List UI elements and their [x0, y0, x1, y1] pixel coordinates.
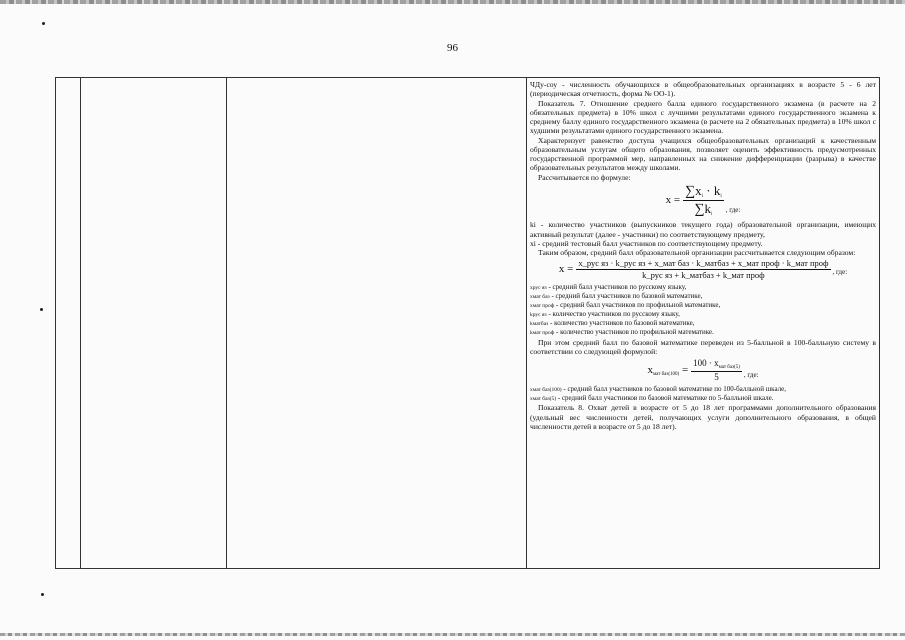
paragraph-p1: ЧДу-соу - численность обучающихся в общеобразовательных организациях в возрасте 5 - 6 лет (периодическая отчетность, форма № ОО-1).	[530, 80, 876, 99]
definition-k-mat-baz	[530, 319, 876, 328]
definition-text: - количество участников по русскому языку,	[546, 310, 680, 319]
definition-symbol: xмат проф	[530, 303, 555, 310]
formula-3-num-main: 100 · x	[693, 358, 719, 369]
definition-symbol: xрус яз	[530, 284, 547, 291]
definition-symbol: xмат баз	[530, 293, 550, 300]
table-cell-text	[527, 78, 880, 569]
definition-x-mat-baz-5	[530, 394, 876, 403]
formula-1-suffix: , где:	[725, 205, 741, 214]
definition-text: - средний балл участников по базовой математике по 100-балльной шкале,	[561, 385, 786, 394]
paragraph-indicator-7: Показатель 7. Отношение среднего балла единого государственного экзамена (в расчете на 2 обязательных предмета) в 10% школ с лучшими результатами единого государственного экзамена к среднему баллу единого государственного экзамена (в расчете на 2 обязательных предмета) в 10% школ с худшими результатами единого государственного экзамена.	[530, 98, 876, 136]
definition-symbol: kрус яз	[530, 312, 547, 319]
definition-symbol: kматбаз	[530, 321, 549, 328]
formula-2-denominator: k_рус яз + k_матбаз + k_мат проф	[642, 270, 765, 281]
table-cell-empty-1	[56, 78, 81, 569]
table-row	[56, 78, 880, 569]
formula-3-numerator	[691, 358, 742, 372]
formula-3-lhs-sub: мат баз(100)	[652, 371, 680, 377]
definition-x-mat-baz-100	[530, 385, 876, 394]
definition-text: - средний балл участников по базовой математике по 5-балльной шкале.	[556, 394, 774, 403]
definition-symbol: kмат проф	[530, 330, 555, 337]
formula-2-suffix: , где:	[832, 268, 848, 277]
formula-1-num-sub: i	[701, 193, 703, 199]
formula-3-lhs	[647, 364, 688, 378]
formula-1-den-sub: i	[710, 211, 713, 217]
definition-symbol: xмат баз(5)	[530, 396, 557, 403]
formula-1-num-x: x	[695, 182, 702, 198]
scan-edge-bottom	[0, 633, 905, 636]
paragraph-xi-definition: xi - средний тестовый балл участников по соответствующему предмету.	[530, 238, 763, 248]
paragraph-conversion-intro: При этом средний балл по базовой математике переведен из 5-балльной в 100-балльную систему в соответствии со следующей формулой:	[530, 337, 876, 356]
formula-1-lhs: x =	[665, 194, 681, 207]
formula-3-num-sub: мат баз(5)	[718, 365, 740, 371]
paragraph-ki-definition: ki - количество участников (выпускников текущего года) образовательной организации, имеющих активный результат (далее - участники) по соответствующему предмету,	[530, 220, 876, 239]
formula-3-suffix: , где:	[743, 370, 759, 379]
formula-1-numerator	[683, 184, 724, 201]
paragraph-indicator-8: Показатель 8. Охват детей в возрасте от 5 до 18 лет программами дополнительного образования (удельный вес численности детей, получающих услуги дополнительного образования, в общей численности детей в возрасте от 5 до 18 лет).	[530, 403, 876, 431]
formula-2	[530, 259, 876, 280]
formula-3	[530, 358, 876, 383]
definition-k-mat-prof	[530, 328, 876, 337]
paragraph-formula-intro: Рассчитывается по формуле:	[538, 172, 631, 182]
formula-1-den-sum: ∑	[694, 201, 705, 217]
definition-x-mat-baz	[530, 292, 876, 301]
definition-text: - средний балл участников по русскому языку,	[546, 282, 687, 291]
definition-x-rus	[530, 283, 876, 292]
scan-speck	[40, 308, 43, 311]
definition-text: - количество участников по базовой математике,	[548, 319, 695, 328]
definition-text: - средний балл участников по базовой математике,	[549, 291, 703, 300]
formula-3-eq: =	[681, 363, 689, 376]
definition-symbol: xмат баз(100)	[530, 387, 562, 394]
formula-1-num-k: · k	[702, 182, 721, 198]
formula-1-den-k: k	[704, 200, 711, 216]
formula-2-numerator: x_рус яз · k_рус яз + x_мат баз · k_матбаз + x_мат проф · k_мат проф	[578, 258, 829, 269]
paragraph-average-intro: Таким образом, средний балл образовательной организации рассчитывается следующим образом:	[538, 248, 856, 258]
definition-text: - средний балл участников по профильной математике,	[554, 301, 721, 310]
table-cell-empty-2	[81, 78, 227, 569]
formula-3-fraction	[691, 358, 742, 383]
formula-3-lhs-x: x	[647, 363, 653, 376]
formula-3-denominator: 5	[714, 371, 719, 382]
definition-text: - количество участников по профильной математике.	[554, 328, 714, 337]
paragraph-characteristics: Характеризует равенство доступа учащихся общеобразовательных организаций к качественным образовательным услугам общего образования, позволяет оценить эффективность предусмотренных государственной программой мер, направленных на снижение дифференциации (разрыва) в качестве образовательных результатов между школами.	[530, 135, 876, 173]
definitions-list-1	[530, 283, 876, 338]
scan-edge-top	[0, 0, 905, 4]
scan-speck	[42, 22, 45, 25]
formula-1-num-sum: ∑	[685, 183, 696, 199]
formula-1-num-sub2: i	[720, 193, 722, 199]
definitions-list-2	[530, 385, 876, 403]
table-cell-empty-3	[227, 78, 527, 569]
formula-1-denominator	[692, 201, 714, 219]
scan-speck	[41, 593, 44, 596]
definition-x-mat-prof	[530, 301, 876, 310]
page-number: 96	[447, 42, 458, 54]
formula-1	[530, 184, 876, 219]
formula-2-fraction	[576, 259, 830, 280]
document-table	[55, 77, 880, 569]
definition-k-rus	[530, 310, 876, 319]
formula-2-lhs: x =	[558, 263, 574, 276]
formula-1-fraction	[683, 184, 724, 219]
